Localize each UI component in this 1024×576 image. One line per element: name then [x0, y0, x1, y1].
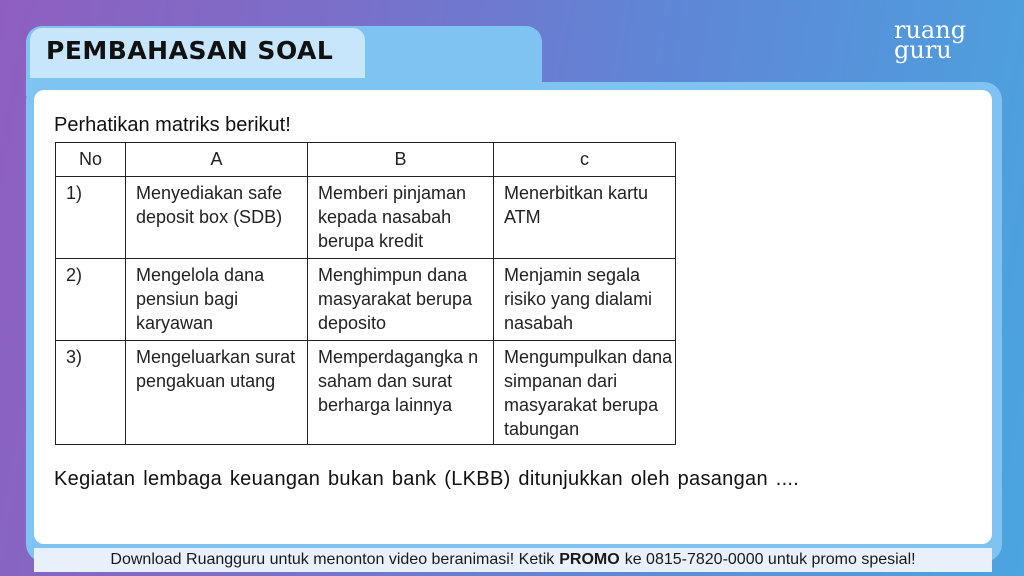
cell-b: Memberi pinjaman kepada nasabah berupa kredit: [308, 177, 494, 259]
matrix-table: [55, 142, 676, 445]
cell-a: Menyediakan safe deposit box (SDB): [126, 177, 308, 259]
table-row: [56, 259, 676, 341]
cell-c: Menjamin segala risiko yang dialami nasabah: [494, 259, 676, 341]
question-text: Kegiatan lembaga keuangan bukan bank (LKBB) ditunjukkan oleh pasangan ....: [54, 468, 800, 490]
cell-b: Menghimpun dana masyarakat berupa deposito: [308, 259, 494, 341]
ruangguru-logo: [894, 16, 974, 68]
intro-text: Perhatikan matriks berikut!: [54, 114, 291, 136]
cell-c: Menerbitkan kartu ATM: [494, 177, 676, 259]
page-title: PEMBAHASAN SOAL: [46, 36, 334, 65]
header-a: A: [126, 143, 308, 177]
cell-no: 2): [56, 259, 126, 341]
cell-no: 3): [56, 341, 126, 445]
footer-text-before: Download Ruangguru untuk menonton video beranimasi! Ketik: [110, 551, 555, 568]
table-header-row: [56, 143, 676, 177]
header-c: c: [494, 143, 676, 177]
promo-code: PROMO: [559, 551, 620, 568]
logo-line-2: guru: [894, 36, 952, 64]
footer-text-after: ke 0815-7820-0000 untuk promo spesial!: [624, 551, 916, 568]
table-row: [56, 177, 676, 259]
cell-b: Memperdagangka n saham dan surat berharga lainnya: [308, 341, 494, 445]
logo-line-1: ruang: [894, 16, 967, 44]
cell-c: Mengumpulkan dana simpanan dari masyarakat berupa tabungan: [494, 341, 676, 445]
header-b: B: [308, 143, 494, 177]
promo-footer: [34, 548, 992, 572]
table-row: [56, 341, 676, 445]
cell-a: Mengelola dana pensiun bagi karyawan: [126, 259, 308, 341]
cell-a: Mengeluarkan surat pengakuan utang: [126, 341, 308, 445]
header-no: No: [56, 143, 126, 177]
cell-no: 1): [56, 177, 126, 259]
